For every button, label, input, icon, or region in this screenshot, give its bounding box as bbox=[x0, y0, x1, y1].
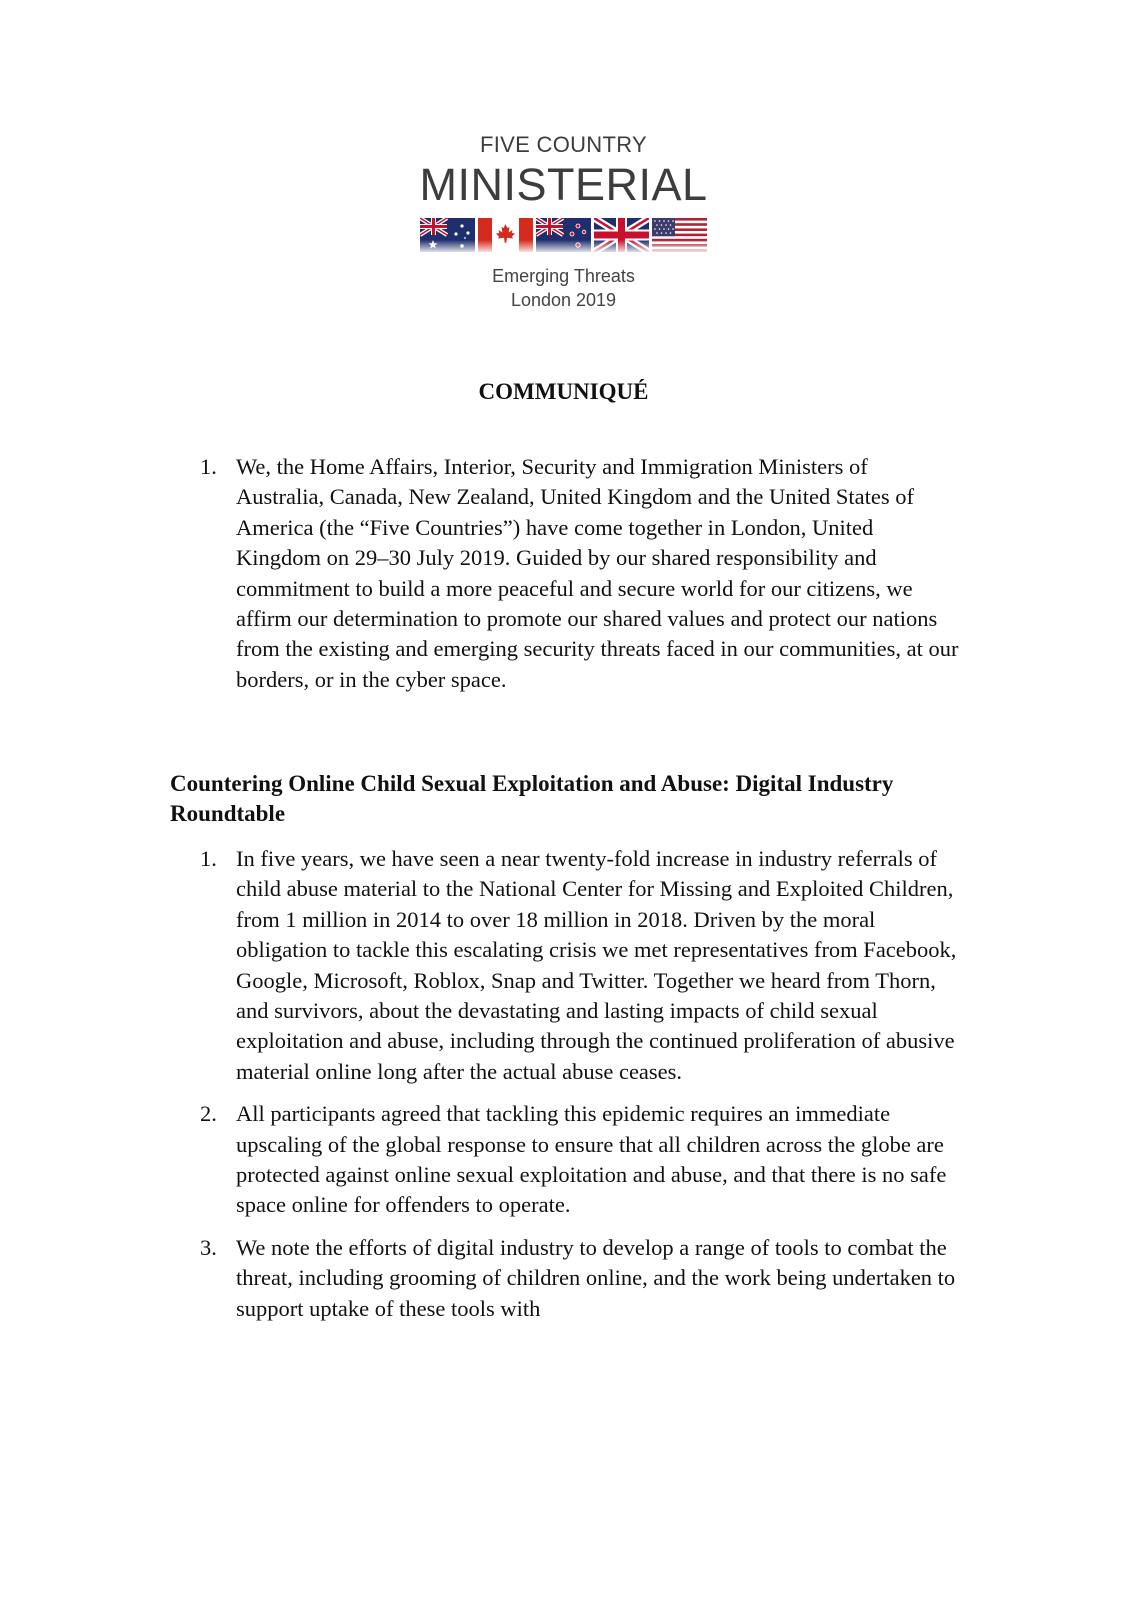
canada-flag-icon bbox=[478, 218, 533, 252]
new-zealand-flag-icon bbox=[536, 218, 591, 252]
united-states-flag-icon bbox=[652, 218, 707, 252]
united-kingdom-flag-icon bbox=[594, 218, 649, 252]
numbered-paragraph bbox=[200, 1233, 960, 1324]
intro-paragraph-list bbox=[200, 452, 960, 707]
logo-subtitle-emerging-threats: Emerging Threats bbox=[492, 266, 635, 286]
logo-line-ministerial: MINISTERIAL bbox=[419, 159, 708, 210]
section-paragraph-list bbox=[200, 844, 960, 1336]
numbered-paragraph bbox=[200, 452, 960, 695]
numbered-paragraph bbox=[200, 1099, 960, 1221]
paragraph-text: All participants agreed that tackling this epidemic requires an immediate upscaling of the global response to ensure that all children across the globe are protected against online sexual exploitation and abuse, and that there is no safe space online for offenders to operate. bbox=[236, 1101, 947, 1218]
flag-strip bbox=[0, 218, 1127, 252]
logo-line-five-country: FIVE COUNTRY bbox=[480, 132, 647, 157]
logo-subtitle-london-2019: London 2019 bbox=[510, 290, 617, 310]
document-title: COMMUNIQUÉ bbox=[478, 379, 649, 404]
paragraph-number: 1. bbox=[200, 454, 217, 479]
section-heading: Countering Online Child Sexual Exploitation and Abuse: Digital Industry Roundtable bbox=[170, 771, 894, 826]
paragraph-text: In five years, we have seen a near twenty-fold increase in industry referrals of child abuse material to the National Center for Missing and Exploited Children, from 1 million in 2014 to over 18 million in 2018. Driven by the moral obligation to tackle this escalating crisis we met representatives from Facebook, Google, Microsoft, Roblox, Snap and Twitter. Together we heard from Thorn, and survivors, about the devastating and lasting impacts of child sexual exploitation and abuse, including through the continued proliferation of abusive material online long after the actual abuse ceases. bbox=[236, 846, 957, 1084]
paragraph-text: We note the efforts of digital industry to develop a range of tools to combat the threat, including grooming of children online, and the work being undertaken to support uptake of these tools with bbox=[236, 1234, 956, 1321]
australia-flag-icon bbox=[420, 218, 475, 252]
paragraph-text: We, the Home Affairs, Interior, Security and Immigration Ministers of Australia, Canada, New Zealand, United Kingdom and the United States of America (the “Five Countries”) have come together in London, United Kingdom on 29–30 July 2019. Guided by our shared responsibility and commitment to build a more peaceful and secure world for our citizens, we affirm our determination to promote our shared values and protect our nations from the existing and emerging security threats faced in our communities, at our borders, or in the cyber space. bbox=[236, 454, 959, 692]
ministerial-logo bbox=[0, 132, 1127, 312]
numbered-paragraph bbox=[200, 844, 960, 1087]
paragraph-number: 1. bbox=[200, 846, 217, 871]
paragraph-number: 3. bbox=[200, 1234, 217, 1260]
paragraph-number: 2. bbox=[200, 1101, 217, 1127]
